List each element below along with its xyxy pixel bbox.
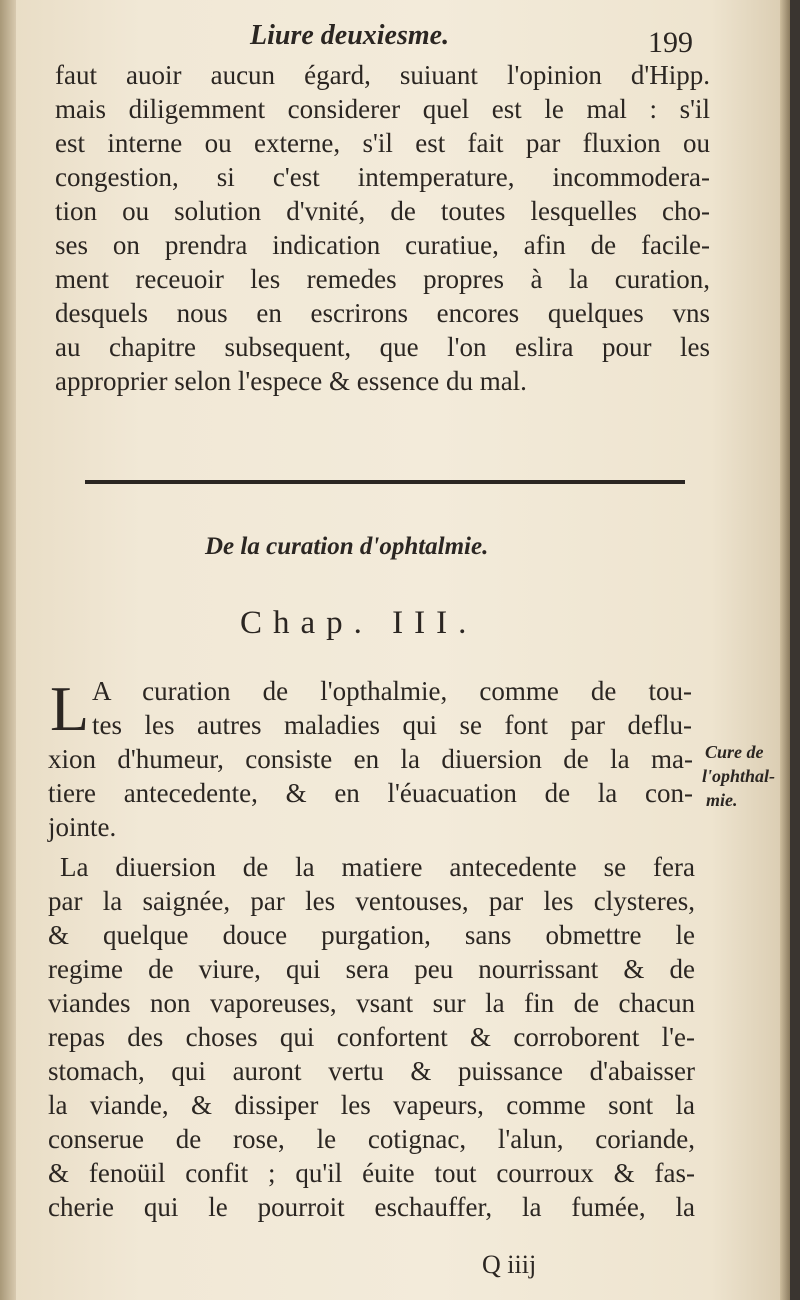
text-line: mais diligemment considerer quel est le mal : s'il	[55, 94, 710, 124]
page-gutter	[0, 0, 16, 1300]
text-line: & quelque douce purgation, sans obmettre le	[48, 920, 695, 950]
section-rule	[85, 480, 685, 484]
page-edge	[780, 0, 790, 1300]
text-line: ses on prendra indication curatiue, afin de facile-	[55, 230, 710, 260]
text-line: stomach, qui auront vertu & puissance d'abaisser	[48, 1056, 695, 1086]
text-line: viandes non vaporeuses, vsant sur la fin de chacun	[48, 988, 695, 1018]
text-line: tiere antecedente, & en l'éuacuation de la con-	[48, 778, 693, 808]
running-head: Liure deuxiesme.	[250, 20, 450, 51]
text-line: tion ou solution d'vnité, de toutes lesquelles cho-	[55, 196, 710, 226]
text-line: desquels nous en escrirons encores quelques vns	[55, 298, 710, 328]
marginal-note-line: mie.	[706, 790, 738, 810]
text-line: au chapitre subsequent, que l'on eslira pour les	[55, 332, 710, 362]
signature-mark: Q iiij	[482, 1250, 537, 1279]
text-line: & fenoüil confit ; qu'il éuite tout courroux & fas-	[48, 1158, 695, 1188]
text-line: xion d'humeur, consiste en la diuersion de la ma-	[48, 744, 693, 774]
text-line: repas des choses qui confortent & corroborent l'e-	[48, 1022, 695, 1052]
text-line: par la saignée, par les ventouses, par les clysteres,	[48, 886, 695, 916]
text-line: la viande, & dissiper les vapeurs, comme sont la	[48, 1090, 695, 1120]
text-line: jointe.	[48, 812, 117, 842]
text-line: faut auoir aucun égard, suiuant l'opinion d'Hipp.	[55, 60, 710, 90]
text-line: A curation de l'opthalmie, comme de tou-	[92, 676, 692, 706]
text-line: conserue de rose, le cotignac, l'alun, coriande,	[48, 1124, 695, 1154]
text-line: congestion, si c'est intemperature, incommodera-	[55, 162, 710, 192]
text-line: regime de viure, qui sera peu nourrissant & de	[48, 954, 695, 984]
text-line: est interne ou externe, s'il est fait par fluxion ou	[55, 128, 710, 158]
text-line: cherie qui le pourroit eschauffer, la fumée, la	[48, 1192, 695, 1222]
chapter-title: De la curation d'ophtalmie.	[205, 533, 489, 560]
marginal-note-line: l'ophthal-	[702, 766, 776, 786]
text-line: tes les autres maladies qui se font par deflu-	[92, 710, 692, 740]
text-line: approprier selon l'espece & essence du mal.	[55, 366, 527, 396]
text-line: ment receuoir les remedes propres à la curation,	[55, 264, 710, 294]
text-line: La diuersion de la matiere antecedente se fera	[60, 852, 695, 882]
chapter-number: Chap. III.	[240, 605, 478, 641]
page-number: 199	[648, 26, 693, 59]
marginal-note-line: Cure de	[705, 742, 764, 762]
drop-cap: L	[50, 673, 90, 744]
